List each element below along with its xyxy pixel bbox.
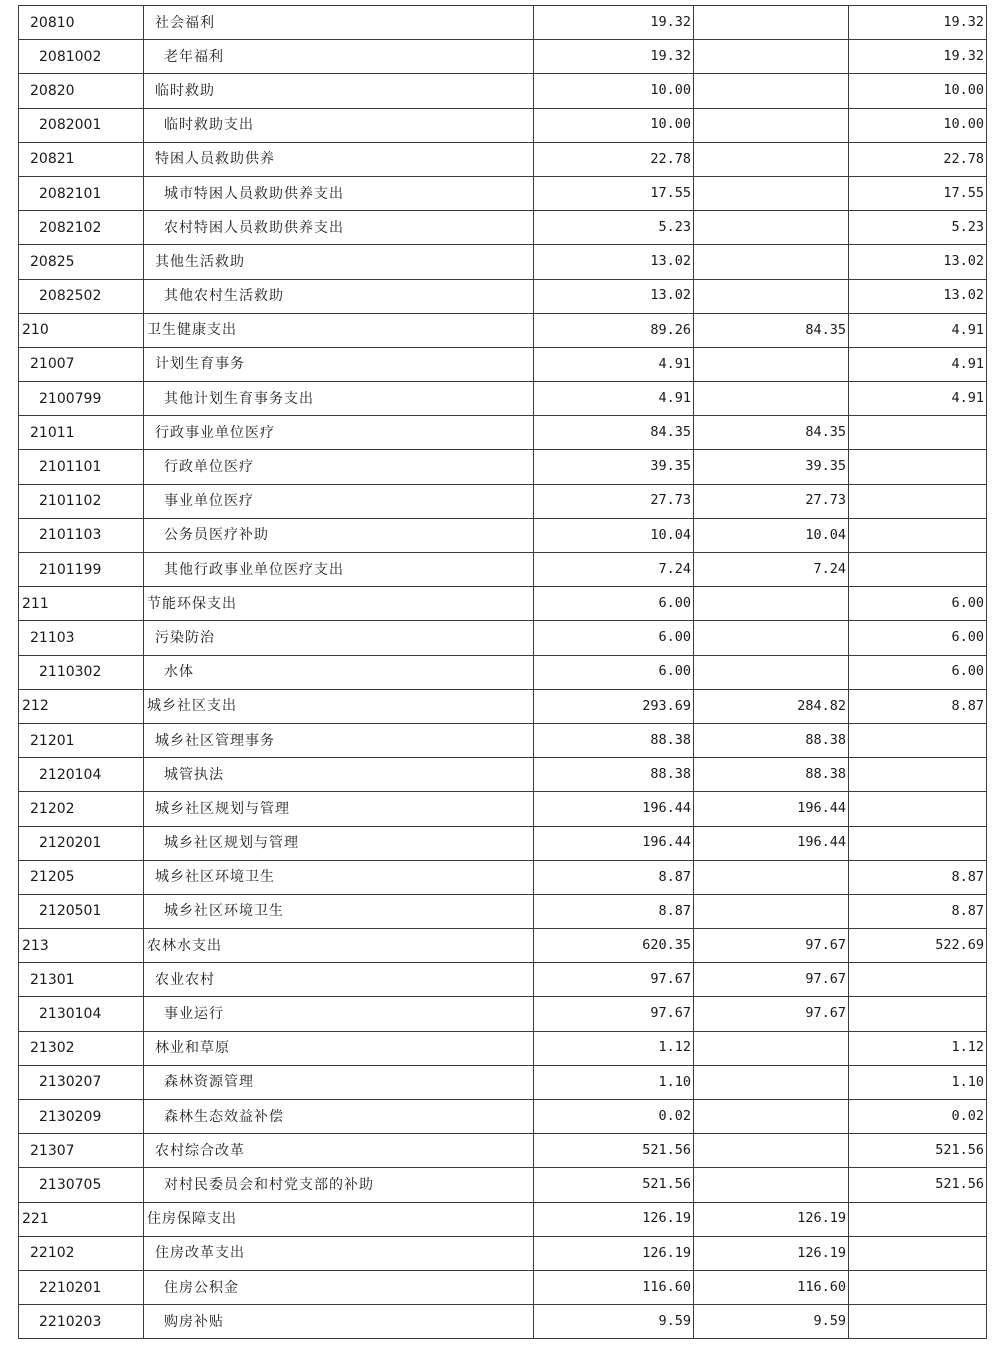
subject-code-cell: 2082001 xyxy=(19,108,144,142)
project-expenditure-cell: 22.78 xyxy=(849,142,987,176)
subject-name-cell: 水体 xyxy=(144,655,534,689)
project-expenditure-cell: 522.69 xyxy=(849,929,987,963)
subject-name-cell: 行政单位医疗 xyxy=(144,450,534,484)
project-expenditure-cell: 6.00 xyxy=(849,655,987,689)
total-amount-cell: 620.35 xyxy=(534,929,694,963)
project-expenditure-cell: 6.00 xyxy=(849,621,987,655)
table-row xyxy=(19,347,987,381)
subject-code-cell: 2101102 xyxy=(19,484,144,518)
basic-expenditure-cell xyxy=(694,860,849,894)
subject-code-cell: 2101199 xyxy=(19,553,144,587)
subject-code-cell: 2110302 xyxy=(19,655,144,689)
total-amount-cell: 4.91 xyxy=(534,347,694,381)
subject-name-cell: 森林生态效益补偿 xyxy=(144,1100,534,1134)
total-amount-cell: 8.87 xyxy=(534,894,694,928)
table-row xyxy=(19,1202,987,1236)
total-amount-cell: 84.35 xyxy=(534,416,694,450)
basic-expenditure-cell xyxy=(694,587,849,621)
subject-code-cell: 2130209 xyxy=(19,1100,144,1134)
table-row xyxy=(19,758,987,792)
project-expenditure-cell: 19.32 xyxy=(849,6,987,40)
total-amount-cell: 6.00 xyxy=(534,587,694,621)
table-row xyxy=(19,450,987,484)
subject-code-cell: 2082101 xyxy=(19,176,144,210)
table-row xyxy=(19,929,987,963)
table-row xyxy=(19,518,987,552)
basic-expenditure-cell xyxy=(694,1065,849,1099)
subject-name-cell: 事业单位医疗 xyxy=(144,484,534,518)
subject-name-cell: 计划生育事务 xyxy=(144,347,534,381)
basic-expenditure-cell: 97.67 xyxy=(694,929,849,963)
subject-name-cell: 临时救助支出 xyxy=(144,108,534,142)
table-row xyxy=(19,997,987,1031)
table-row xyxy=(19,587,987,621)
table-body xyxy=(19,6,987,1339)
subject-name-cell: 住房改革支出 xyxy=(144,1236,534,1270)
subject-name-cell: 老年福利 xyxy=(144,40,534,74)
subject-name-cell: 城乡社区管理事务 xyxy=(144,723,534,757)
project-expenditure-cell: 6.00 xyxy=(849,587,987,621)
subject-code-cell: 211 xyxy=(19,587,144,621)
basic-expenditure-cell: 97.67 xyxy=(694,963,849,997)
total-amount-cell: 10.00 xyxy=(534,108,694,142)
subject-code-cell: 2130104 xyxy=(19,997,144,1031)
basic-expenditure-cell: 126.19 xyxy=(694,1202,849,1236)
subject-name-cell: 农村综合改革 xyxy=(144,1134,534,1168)
subject-code-cell: 210 xyxy=(19,313,144,347)
total-amount-cell: 521.56 xyxy=(534,1134,694,1168)
subject-name-cell: 林业和草原 xyxy=(144,1031,534,1065)
subject-code-cell: 2120501 xyxy=(19,894,144,928)
table-row xyxy=(19,1100,987,1134)
table-row xyxy=(19,108,987,142)
project-expenditure-cell xyxy=(849,723,987,757)
basic-expenditure-cell xyxy=(694,894,849,928)
table-row xyxy=(19,245,987,279)
basic-expenditure-cell: 9.59 xyxy=(694,1305,849,1339)
basic-expenditure-cell xyxy=(694,211,849,245)
project-expenditure-cell: 8.87 xyxy=(849,689,987,723)
basic-expenditure-cell xyxy=(694,245,849,279)
basic-expenditure-cell: 84.35 xyxy=(694,416,849,450)
total-amount-cell: 521.56 xyxy=(534,1168,694,1202)
basic-expenditure-cell: 116.60 xyxy=(694,1270,849,1304)
subject-name-cell: 临时救助 xyxy=(144,74,534,108)
basic-expenditure-cell xyxy=(694,347,849,381)
subject-code-cell: 21007 xyxy=(19,347,144,381)
total-amount-cell: 196.44 xyxy=(534,826,694,860)
total-amount-cell: 88.38 xyxy=(534,758,694,792)
subject-code-cell: 2120201 xyxy=(19,826,144,860)
subject-code-cell: 21202 xyxy=(19,792,144,826)
total-amount-cell: 97.67 xyxy=(534,963,694,997)
table-row xyxy=(19,382,987,416)
project-expenditure-cell: 13.02 xyxy=(849,245,987,279)
table-row xyxy=(19,1270,987,1304)
subject-code-cell: 2130705 xyxy=(19,1168,144,1202)
subject-code-cell: 21205 xyxy=(19,860,144,894)
table-row xyxy=(19,792,987,826)
table-row xyxy=(19,313,987,347)
subject-code-cell: 2082102 xyxy=(19,211,144,245)
subject-code-cell: 21103 xyxy=(19,621,144,655)
project-expenditure-cell: 19.32 xyxy=(849,40,987,74)
basic-expenditure-cell xyxy=(694,1168,849,1202)
subject-code-cell: 2210203 xyxy=(19,1305,144,1339)
table-row xyxy=(19,723,987,757)
basic-expenditure-cell: 196.44 xyxy=(694,792,849,826)
basic-expenditure-cell xyxy=(694,6,849,40)
subject-name-cell: 住房保障支出 xyxy=(144,1202,534,1236)
total-amount-cell: 1.12 xyxy=(534,1031,694,1065)
project-expenditure-cell: 17.55 xyxy=(849,176,987,210)
project-expenditure-cell: 4.91 xyxy=(849,382,987,416)
table-row xyxy=(19,416,987,450)
subject-code-cell: 2100799 xyxy=(19,382,144,416)
subject-name-cell: 城乡社区规划与管理 xyxy=(144,792,534,826)
basic-expenditure-cell: 88.38 xyxy=(694,723,849,757)
table-row xyxy=(19,484,987,518)
subject-name-cell: 农业农村 xyxy=(144,963,534,997)
subject-code-cell: 2081002 xyxy=(19,40,144,74)
subject-name-cell: 特困人员救助供养 xyxy=(144,142,534,176)
total-amount-cell: 39.35 xyxy=(534,450,694,484)
subject-code-cell: 22102 xyxy=(19,1236,144,1270)
basic-expenditure-cell: 97.67 xyxy=(694,997,849,1031)
table-row xyxy=(19,826,987,860)
table-row xyxy=(19,40,987,74)
total-amount-cell: 27.73 xyxy=(534,484,694,518)
subject-name-cell: 农林水支出 xyxy=(144,929,534,963)
table-row xyxy=(19,6,987,40)
basic-expenditure-cell xyxy=(694,621,849,655)
project-expenditure-cell: 10.00 xyxy=(849,74,987,108)
subject-code-cell: 2101103 xyxy=(19,518,144,552)
project-expenditure-cell: 521.56 xyxy=(849,1168,987,1202)
subject-name-cell: 行政事业单位医疗 xyxy=(144,416,534,450)
subject-code-cell: 212 xyxy=(19,689,144,723)
subject-code-cell: 20825 xyxy=(19,245,144,279)
project-expenditure-cell: 521.56 xyxy=(849,1134,987,1168)
basic-expenditure-cell xyxy=(694,108,849,142)
subject-name-cell: 森林资源管理 xyxy=(144,1065,534,1099)
table-row xyxy=(19,621,987,655)
basic-expenditure-cell: 27.73 xyxy=(694,484,849,518)
basic-expenditure-cell: 84.35 xyxy=(694,313,849,347)
subject-code-cell: 2120104 xyxy=(19,758,144,792)
subject-name-cell: 污染防治 xyxy=(144,621,534,655)
basic-expenditure-cell xyxy=(694,74,849,108)
table-row xyxy=(19,74,987,108)
subject-code-cell: 2101101 xyxy=(19,450,144,484)
total-amount-cell: 0.02 xyxy=(534,1100,694,1134)
subject-code-cell: 2130207 xyxy=(19,1065,144,1099)
total-amount-cell: 126.19 xyxy=(534,1202,694,1236)
total-amount-cell: 8.87 xyxy=(534,860,694,894)
basic-expenditure-cell: 10.04 xyxy=(694,518,849,552)
total-amount-cell: 196.44 xyxy=(534,792,694,826)
subject-name-cell: 城乡社区规划与管理 xyxy=(144,826,534,860)
table-row xyxy=(19,689,987,723)
project-expenditure-cell xyxy=(849,997,987,1031)
subject-name-cell: 社会福利 xyxy=(144,6,534,40)
total-amount-cell: 6.00 xyxy=(534,621,694,655)
project-expenditure-cell xyxy=(849,758,987,792)
total-amount-cell: 7.24 xyxy=(534,553,694,587)
subject-code-cell: 21201 xyxy=(19,723,144,757)
subject-code-cell: 221 xyxy=(19,1202,144,1236)
total-amount-cell: 9.59 xyxy=(534,1305,694,1339)
project-expenditure-cell xyxy=(849,963,987,997)
subject-code-cell: 20820 xyxy=(19,74,144,108)
subject-name-cell: 城乡社区环境卫生 xyxy=(144,894,534,928)
table-row xyxy=(19,1134,987,1168)
basic-expenditure-cell: 284.82 xyxy=(694,689,849,723)
total-amount-cell: 19.32 xyxy=(534,40,694,74)
basic-expenditure-cell xyxy=(694,655,849,689)
table-row xyxy=(19,894,987,928)
total-amount-cell: 19.32 xyxy=(534,6,694,40)
project-expenditure-cell: 1.12 xyxy=(849,1031,987,1065)
project-expenditure-cell: 10.00 xyxy=(849,108,987,142)
basic-expenditure-cell xyxy=(694,382,849,416)
project-expenditure-cell: 5.23 xyxy=(849,211,987,245)
project-expenditure-cell: 4.91 xyxy=(849,347,987,381)
basic-expenditure-cell xyxy=(694,142,849,176)
project-expenditure-cell xyxy=(849,553,987,587)
basic-expenditure-cell: 39.35 xyxy=(694,450,849,484)
project-expenditure-cell: 8.87 xyxy=(849,894,987,928)
project-expenditure-cell: 13.02 xyxy=(849,279,987,313)
subject-code-cell: 21011 xyxy=(19,416,144,450)
table-row xyxy=(19,1305,987,1339)
subject-name-cell: 对村民委员会和村党支部的补助 xyxy=(144,1168,534,1202)
project-expenditure-cell xyxy=(849,792,987,826)
table-row xyxy=(19,860,987,894)
table-row xyxy=(19,1065,987,1099)
project-expenditure-cell xyxy=(849,826,987,860)
total-amount-cell: 10.04 xyxy=(534,518,694,552)
project-expenditure-cell xyxy=(849,1202,987,1236)
subject-code-cell: 2082502 xyxy=(19,279,144,313)
subject-name-cell: 住房公积金 xyxy=(144,1270,534,1304)
total-amount-cell: 126.19 xyxy=(534,1236,694,1270)
table-row xyxy=(19,1031,987,1065)
total-amount-cell: 22.78 xyxy=(534,142,694,176)
project-expenditure-cell: 8.87 xyxy=(849,860,987,894)
total-amount-cell: 116.60 xyxy=(534,1270,694,1304)
basic-expenditure-cell xyxy=(694,1031,849,1065)
total-amount-cell: 88.38 xyxy=(534,723,694,757)
table-row xyxy=(19,211,987,245)
total-amount-cell: 6.00 xyxy=(534,655,694,689)
table-row xyxy=(19,142,987,176)
table-row xyxy=(19,655,987,689)
subject-code-cell: 21301 xyxy=(19,963,144,997)
project-expenditure-cell xyxy=(849,1270,987,1304)
total-amount-cell: 5.23 xyxy=(534,211,694,245)
basic-expenditure-cell xyxy=(694,279,849,313)
basic-expenditure-cell: 126.19 xyxy=(694,1236,849,1270)
subject-name-cell: 其他农村生活救助 xyxy=(144,279,534,313)
project-expenditure-cell: 4.91 xyxy=(849,313,987,347)
subject-code-cell: 21302 xyxy=(19,1031,144,1065)
subject-name-cell: 节能环保支出 xyxy=(144,587,534,621)
subject-code-cell: 20810 xyxy=(19,6,144,40)
project-expenditure-cell: 1.10 xyxy=(849,1065,987,1099)
table-row xyxy=(19,963,987,997)
project-expenditure-cell xyxy=(849,416,987,450)
table-row xyxy=(19,279,987,313)
project-expenditure-cell xyxy=(849,1236,987,1270)
total-amount-cell: 13.02 xyxy=(534,279,694,313)
table-row xyxy=(19,553,987,587)
basic-expenditure-cell xyxy=(694,1100,849,1134)
subject-code-cell: 213 xyxy=(19,929,144,963)
total-amount-cell: 97.67 xyxy=(534,997,694,1031)
table-row xyxy=(19,1236,987,1270)
subject-name-cell: 事业运行 xyxy=(144,997,534,1031)
total-amount-cell: 13.02 xyxy=(534,245,694,279)
budget-expenditure-table xyxy=(18,5,987,1339)
subject-name-cell: 城乡社区支出 xyxy=(144,689,534,723)
total-amount-cell: 4.91 xyxy=(534,382,694,416)
project-expenditure-cell xyxy=(849,1305,987,1339)
basic-expenditure-cell: 196.44 xyxy=(694,826,849,860)
total-amount-cell: 1.10 xyxy=(534,1065,694,1099)
subject-name-cell: 其他生活救助 xyxy=(144,245,534,279)
basic-expenditure-cell: 7.24 xyxy=(694,553,849,587)
total-amount-cell: 293.69 xyxy=(534,689,694,723)
total-amount-cell: 89.26 xyxy=(534,313,694,347)
subject-name-cell: 农村特困人员救助供养支出 xyxy=(144,211,534,245)
project-expenditure-cell: 0.02 xyxy=(849,1100,987,1134)
subject-code-cell: 21307 xyxy=(19,1134,144,1168)
table-row xyxy=(19,176,987,210)
subject-name-cell: 城管执法 xyxy=(144,758,534,792)
subject-name-cell: 购房补贴 xyxy=(144,1305,534,1339)
basic-expenditure-cell: 88.38 xyxy=(694,758,849,792)
subject-code-cell: 20821 xyxy=(19,142,144,176)
subject-code-cell: 2210201 xyxy=(19,1270,144,1304)
subject-name-cell: 公务员医疗补助 xyxy=(144,518,534,552)
total-amount-cell: 10.00 xyxy=(534,74,694,108)
basic-expenditure-cell xyxy=(694,1134,849,1168)
subject-name-cell: 其他计划生育事务支出 xyxy=(144,382,534,416)
subject-name-cell: 城乡社区环境卫生 xyxy=(144,860,534,894)
project-expenditure-cell xyxy=(849,484,987,518)
table-row xyxy=(19,1168,987,1202)
basic-expenditure-cell xyxy=(694,176,849,210)
subject-name-cell: 其他行政事业单位医疗支出 xyxy=(144,553,534,587)
total-amount-cell: 17.55 xyxy=(534,176,694,210)
basic-expenditure-cell xyxy=(694,40,849,74)
subject-name-cell: 卫生健康支出 xyxy=(144,313,534,347)
project-expenditure-cell xyxy=(849,518,987,552)
subject-name-cell: 城市特困人员救助供养支出 xyxy=(144,176,534,210)
project-expenditure-cell xyxy=(849,450,987,484)
